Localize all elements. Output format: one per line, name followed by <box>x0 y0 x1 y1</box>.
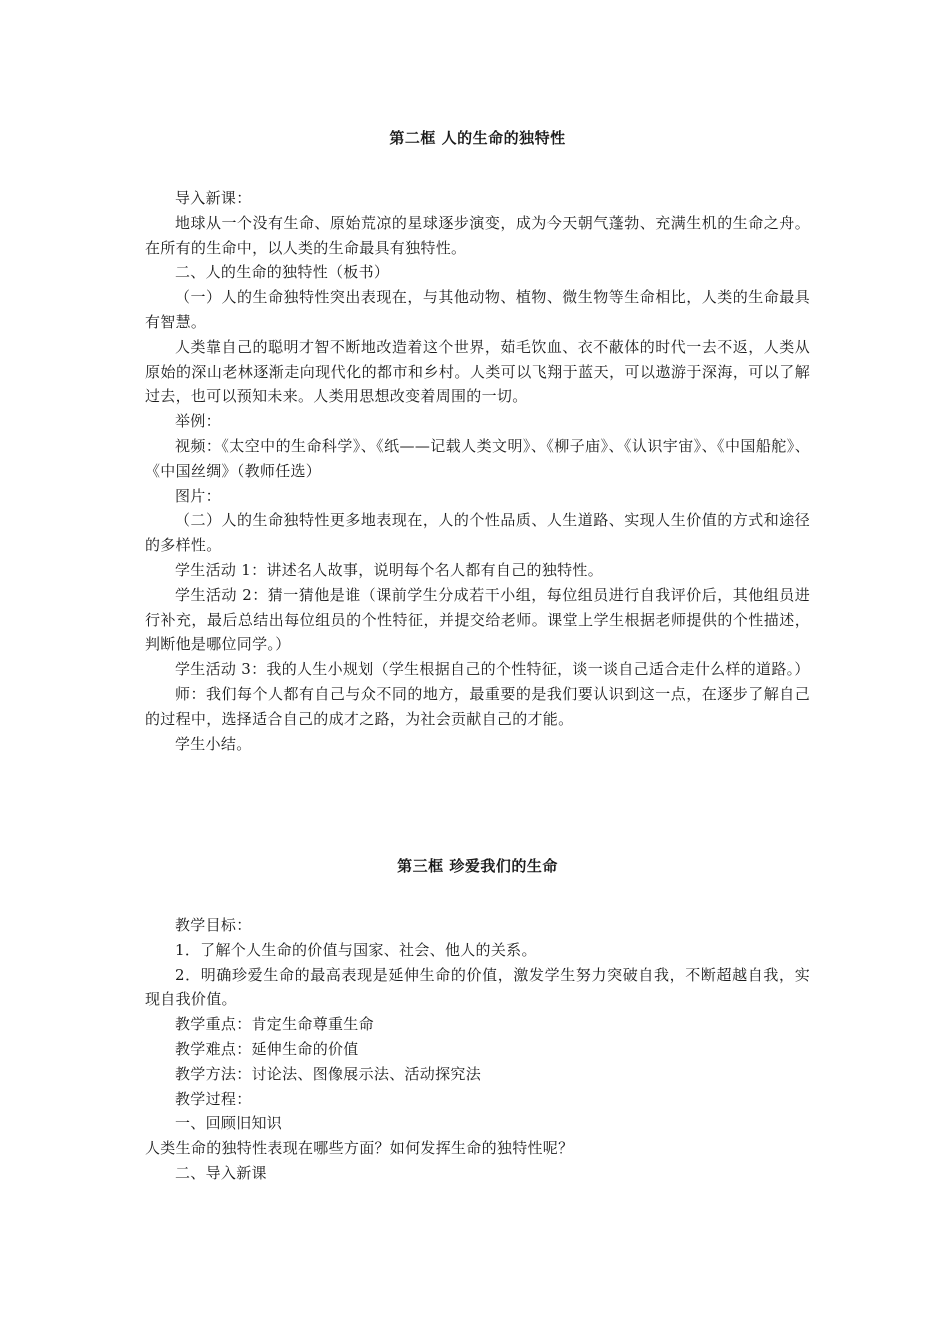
paragraph: 人类生命的独特性表现在哪些方面？如何发挥生命的独特性呢？ <box>145 1139 574 1158</box>
paragraph: 教学重点：肯定生命尊重生命 <box>175 1015 374 1034</box>
paragraph: （二）人的生命独特性更多地表现在，人的个性品质、人生道路、实现人生价值的方式和途径的多样性。 <box>145 511 810 555</box>
paragraph: 二、人的生命的独特性（板书） <box>175 263 390 282</box>
section-cherish-life-body <box>145 913 810 1186</box>
paragraph: 教学目标： <box>175 916 252 934</box>
paragraph: 地球从一个没有生命、原始荒凉的星球逐步演变，成为今天朝气蓬勃、充满生机的生命之舟。在所有的生命中，以人类的生命最具有独特性。 <box>145 213 810 257</box>
section-title-uniqueness: 第二框 人的生命的独特性 <box>389 129 566 147</box>
section-uniqueness-body <box>145 186 810 756</box>
paragraph: （一）人的生命独特性突出表现在，与其他动物、植物、微生物等生命相比，人类的生命最具有智慧。 <box>145 288 810 331</box>
paragraph: 导入新课： <box>175 189 252 207</box>
paragraph: 学生活动 3：我的人生小规划（学生根据自己的个性特征，谈一谈自己适合走什么样的道路。） <box>175 660 810 679</box>
paragraph: 教学过程： <box>175 1089 252 1108</box>
paragraph: 学生活动 2：猜一猜他是谁（课前学生分成若干小组，每位组员进行自我评价后，其他组员进行补充，最后总结出每位组员的个性特征，并提交给老师。课堂上学生根据老师提供的个性描述，判断他是哪位同学。） <box>145 585 810 654</box>
paragraph: 学生小结。 <box>175 734 252 753</box>
section-title-cherish-life: 第三框 珍爱我们的生命 <box>397 857 558 875</box>
paragraph: 教学难点：延伸生命的价值 <box>175 1039 359 1058</box>
paragraph: 视频：《太空中的生命科学》、《纸——记载人类文明》、《柳子庙》、《认识宇宙》、《中国船舵》、《中国丝绸》（教师任选） <box>145 436 810 480</box>
paragraph: 学生活动 1：讲述名人故事，说明每个名人都有自己的独特性。 <box>175 560 604 579</box>
paragraph: 一、回顾旧知识 <box>175 1114 283 1133</box>
paragraph: 人类靠自己的聪明才智不断地改造着这个世界，茹毛饮血、衣不蔽体的时代一去不返，人类从原始的深山老林逐渐走向现代化的都市和乡村。人类可以飞翔于蓝天，可以遨游于深海，可以了解过去，也可以预知未来。人类用思想改变着周围的一切。 <box>145 337 810 406</box>
paragraph: 教学方法：讨论法、图像展示法、活动探究法 <box>175 1064 482 1083</box>
paragraph: 二、导入新课 <box>175 1163 267 1182</box>
paragraph: 2．明确珍爱生命的最高表现是延伸生命的价值，激发学生努力突破自我，不断超越自我，实现自我价值。 <box>145 965 810 1009</box>
paragraph: 1．了解个人生命的价值与国家、社会、他人的关系。 <box>175 940 537 959</box>
paragraph: 师：我们每个人都有自己与众不同的地方，最重要的是我们要认识到这一点，在逐步了解自己的过程中，选择适合自己的成才之路，为社会贡献自己的才能。 <box>145 684 810 728</box>
paragraph: 举例： <box>175 412 221 431</box>
paragraph: 图片： <box>175 486 221 505</box>
